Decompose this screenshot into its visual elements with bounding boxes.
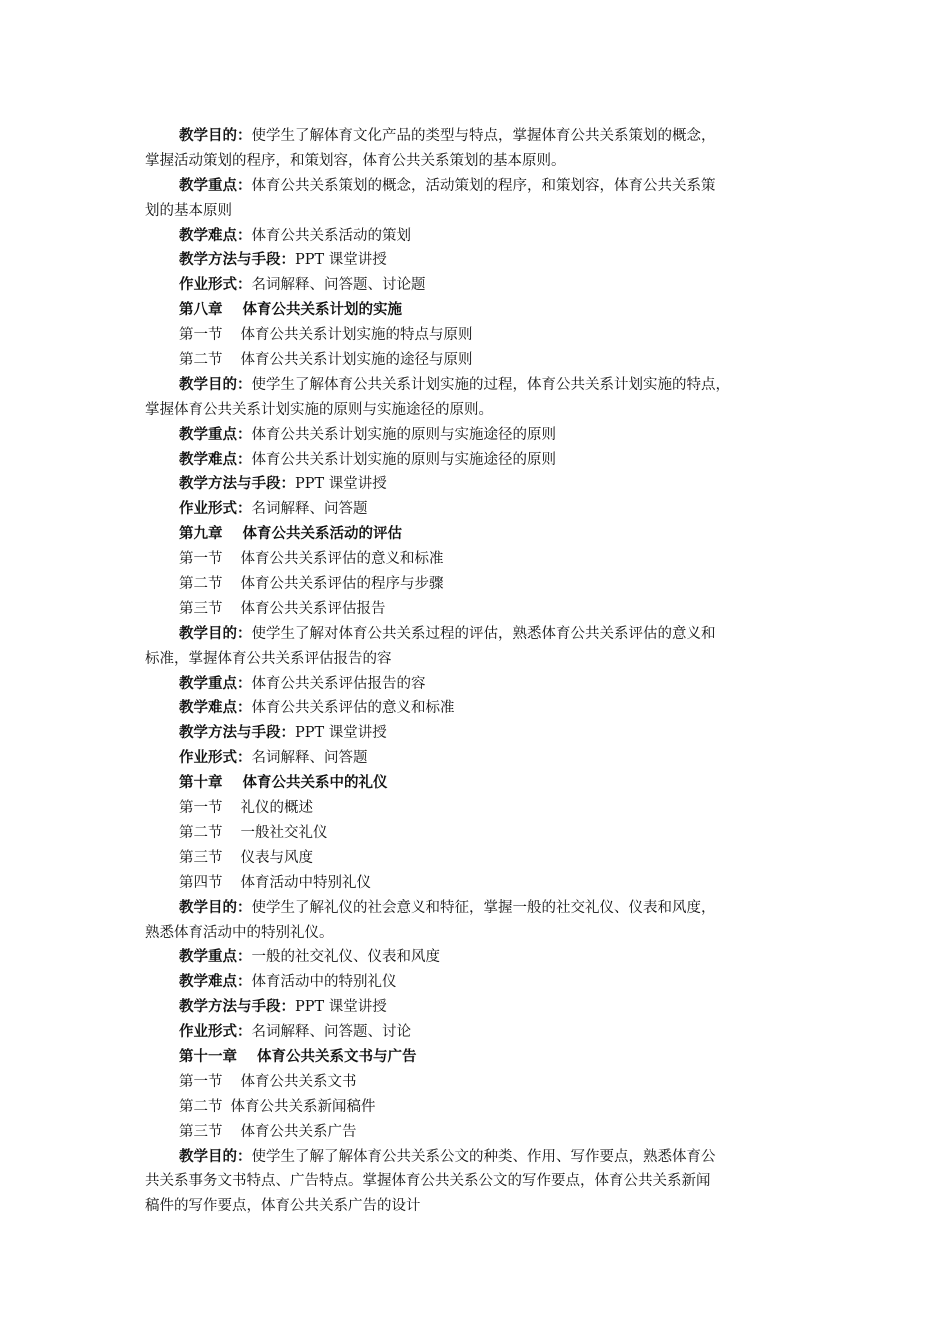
paragraph-line <box>145 696 810 721</box>
field-label: 作业形式： <box>179 276 252 294</box>
paragraph-line <box>145 945 810 970</box>
field-text: 名词解释、问答题、讨论 <box>251 1024 411 1041</box>
paragraph-line <box>145 622 810 647</box>
section-number: 第三节 <box>179 600 223 617</box>
paragraph-line <box>145 224 810 249</box>
section-number: 第一节 <box>179 800 223 817</box>
field-text: 体育公共关系评估的意义和标准 <box>251 700 455 717</box>
paragraph-continuation <box>145 149 810 174</box>
field-text: 掌握活动策划的程序，和策划容，体育公共关系策划的基本原则。 <box>145 152 566 169</box>
field-text: 稿件的写作要点，体育公共关系广告的设计 <box>145 1198 421 1215</box>
field-text: 体育公共关系活动的策划 <box>251 227 411 244</box>
paragraph-line <box>145 472 810 497</box>
field-label: 作业形式： <box>179 1023 252 1041</box>
field-label: 教学目的： <box>179 624 252 642</box>
field-label: 教学难点： <box>179 226 252 244</box>
paragraph-line <box>145 896 810 921</box>
field-text: 名词解释、问答题 <box>251 750 368 767</box>
section-number: 第二节 <box>179 824 223 841</box>
field-label: 教学目的： <box>179 898 252 916</box>
field-text: 使学生了解对体育公共关系过程的评估，熟悉体育公共关系评估的意义和 <box>251 625 716 642</box>
section-title: 体育公共关系评估的意义和标准 <box>240 551 444 568</box>
field-label: 教学难点： <box>179 699 252 717</box>
section-heading <box>145 1120 810 1145</box>
field-label: 教学难点： <box>179 973 252 991</box>
field-text: 名词解释、问答题 <box>251 501 368 518</box>
field-label: 作业形式： <box>179 500 252 518</box>
chapter-title: 体育公共关系中的礼仪 <box>242 774 388 792</box>
chapter-title: 体育公共关系活动的评估 <box>242 525 402 543</box>
section-title: 体育活动中特别礼仪 <box>240 874 371 891</box>
section-number: 第三节 <box>179 849 223 866</box>
section-heading <box>145 572 810 597</box>
section-number: 第二节 <box>179 576 223 593</box>
section-title: 仪表与风度 <box>240 849 313 866</box>
field-text: 体育公共关系计划实施的原则与实施途径的原则 <box>251 426 556 443</box>
chapter-heading <box>145 522 810 547</box>
chapter-number: 第九章 <box>179 525 223 543</box>
chapter-heading <box>145 1045 810 1070</box>
field-label: 教学目的： <box>179 127 252 144</box>
paragraph-continuation <box>145 1194 810 1219</box>
field-label: 教学重点： <box>179 425 252 443</box>
field-text: 体育公共关系计划实施的原则与实施途径的原则 <box>251 451 556 468</box>
field-label: 教学目的： <box>179 375 252 393</box>
section-title: 体育公共关系广告 <box>240 1123 357 1140</box>
section-title: 礼仪的概述 <box>240 800 313 817</box>
section-title: 体育公共关系计划实施的特点与原则 <box>240 327 473 344</box>
section-heading <box>145 597 810 622</box>
field-text: 划的基本原则 <box>145 202 232 219</box>
document-body <box>145 124 810 1219</box>
paragraph-line <box>145 373 810 398</box>
paragraph-line <box>145 174 810 199</box>
section-heading <box>145 323 810 348</box>
paragraph-continuation <box>145 647 810 672</box>
paragraph-continuation <box>145 199 810 224</box>
paragraph-line <box>145 970 810 995</box>
section-title: 体育公共关系计划实施的途径与原则 <box>240 352 473 369</box>
section-number: 第二节 <box>179 1098 223 1115</box>
paragraph-line <box>145 746 810 771</box>
paragraph-line <box>145 721 810 746</box>
chapter-title: 体育公共关系文书与广告 <box>257 1047 417 1065</box>
chapter-number: 第十章 <box>179 774 223 792</box>
section-number: 第一节 <box>179 551 223 568</box>
field-label: 教学方法与手段： <box>179 724 295 742</box>
chapter-title: 体育公共关系计划的实施 <box>242 301 402 319</box>
field-text: PPT 课堂讲授 <box>295 476 387 493</box>
section-heading <box>145 871 810 896</box>
field-text: 使学生了解了解体育公共关系公文的种类、作用、写作要点，熟悉体育公 <box>251 1148 716 1165</box>
field-text: 名词解释、问答题、讨论题 <box>251 277 426 294</box>
field-label: 教学目的： <box>179 1147 252 1165</box>
paragraph-line <box>145 1145 810 1170</box>
section-heading <box>145 1070 810 1095</box>
field-text: 体育公共关系策划的概念，活动策划的程序，和策划容，体育公共关系策 <box>251 177 716 194</box>
field-text: 使学生了解礼仪的社会意义和特征，掌握一般的社交礼仪、仪表和风度， <box>251 899 716 916</box>
paragraph-line <box>145 448 810 473</box>
section-number: 第四节 <box>179 874 223 891</box>
chapter-heading <box>145 298 810 323</box>
field-text: PPT 课堂讲授 <box>295 725 387 742</box>
paragraph-line <box>145 248 810 273</box>
field-label: 教学方法与手段： <box>179 998 295 1016</box>
paragraph-line <box>145 423 810 448</box>
section-heading <box>145 796 810 821</box>
chapter-number: 第十一章 <box>179 1047 237 1065</box>
paragraph-line <box>145 1020 810 1045</box>
section-heading <box>145 348 810 373</box>
field-text: PPT 课堂讲授 <box>295 999 387 1016</box>
paragraph-line <box>145 497 810 522</box>
section-number: 第三节 <box>179 1123 223 1140</box>
field-text: 一般的社交礼仪、仪表和风度 <box>251 949 440 966</box>
section-title: 一般社交礼仪 <box>240 824 328 841</box>
section-heading <box>145 1095 810 1120</box>
paragraph-line <box>145 273 810 298</box>
section-heading <box>145 547 810 572</box>
field-text: 掌握体育公共关系计划实施的原则与实施途径的原则。 <box>145 401 493 418</box>
section-heading <box>145 821 810 846</box>
field-label: 教学重点： <box>179 176 252 194</box>
section-number: 第二节 <box>179 352 223 369</box>
paragraph-line <box>145 124 810 149</box>
paragraph-line <box>145 672 810 697</box>
field-text: 体育活动中的特别礼仪 <box>251 974 397 991</box>
section-title: 体育公共关系文书 <box>240 1073 357 1090</box>
field-text: 使学生了解体育公共关系计划实施的过程，体育公共关系计划实施的特点， <box>251 376 730 393</box>
field-label: 教学方法与手段： <box>179 251 295 269</box>
field-label: 教学难点： <box>179 450 252 468</box>
field-text: 熟悉体育活动中的特别礼仪。 <box>145 924 334 941</box>
section-number: 第一节 <box>179 1073 223 1090</box>
field-label: 作业形式： <box>179 749 252 767</box>
section-number: 第一节 <box>179 327 223 344</box>
section-title: 体育公共关系新闻稿件 <box>230 1098 376 1115</box>
field-text: 共关系事务文书特点、广告特点。掌握体育公共关系公文的写作要点，体育公共关系新闻 <box>145 1173 711 1190</box>
paragraph-continuation <box>145 921 810 946</box>
field-label: 教学重点： <box>179 674 252 692</box>
field-text: 标准，掌握体育公共关系评估报告的容 <box>145 650 392 667</box>
field-label: 教学重点： <box>179 948 252 966</box>
paragraph-line <box>145 995 810 1020</box>
paragraph-continuation <box>145 1169 810 1194</box>
field-text: 使学生了解体育文化产品的类型与特点，掌握体育公共关系策划的概念， <box>251 128 716 144</box>
field-text: PPT 课堂讲授 <box>295 252 387 269</box>
section-heading <box>145 846 810 871</box>
section-title: 体育公共关系评估的程序与步骤 <box>240 576 444 593</box>
section-title: 体育公共关系评估报告 <box>240 600 386 617</box>
chapter-heading <box>145 771 810 796</box>
field-label: 教学方法与手段： <box>179 475 295 493</box>
field-text: 体育公共关系评估报告的容 <box>251 675 426 692</box>
chapter-number: 第八章 <box>179 301 223 319</box>
paragraph-continuation <box>145 398 810 423</box>
